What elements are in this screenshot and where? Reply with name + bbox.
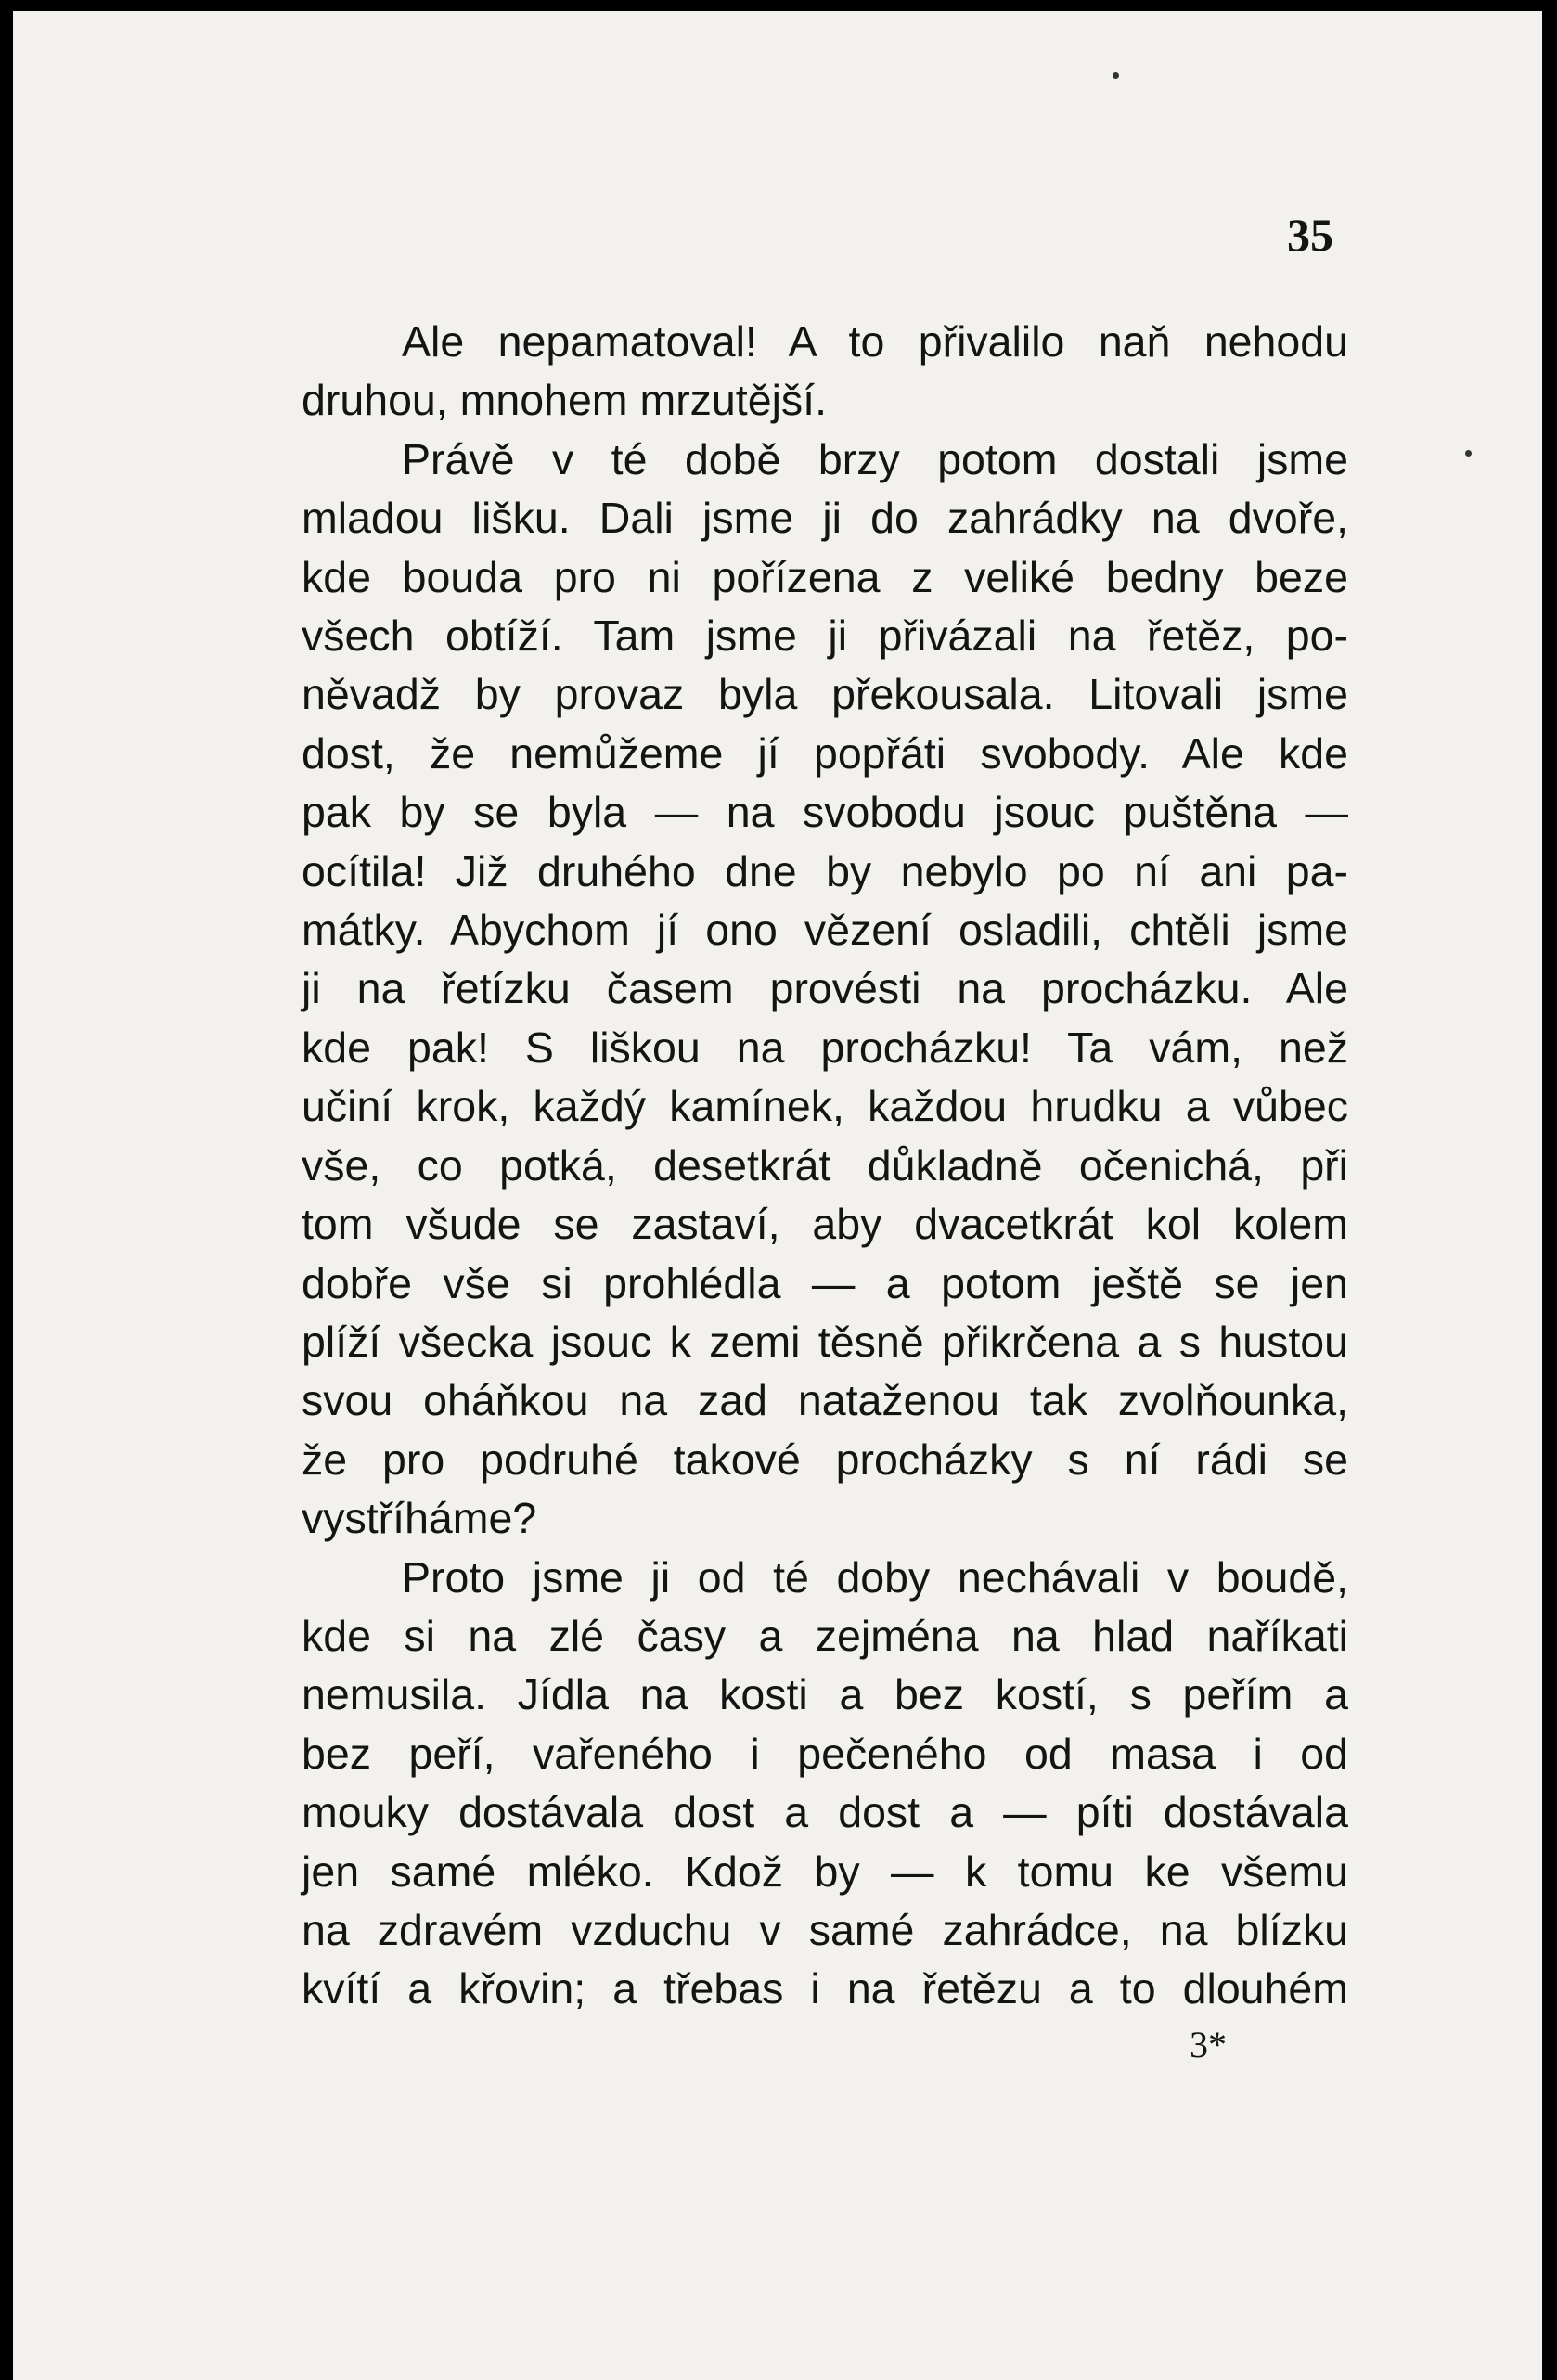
text-line: že pro podruhé takové procházky s ní rádi se [302,1434,1348,1484]
text-line: kde bouda pro ni pořízena z veliké bedny beze [302,552,1348,601]
text-line: nemusila. Jídla na kosti a bez kostí, s peřím a [302,1670,1348,1719]
text-line: pak by se byla — na svobodu jsouc puštěna — [302,788,1348,837]
text-line: Právě v té době brzy potom dostali jsme [402,434,1348,483]
text-line: vše, co potká, desetkrát důkladně očenichá, při [302,1140,1348,1190]
text-line: mladou lišku. Dali jsme ji do zahrádky na dvoře, [302,494,1348,543]
text-line: druhou, mnohem mrzutější. [302,376,827,425]
text-line: jen samé mléko. Kdož by — k tomu ke všemu [302,1846,1348,1896]
page-number: 35 [1287,209,1333,261]
text-line: svou oháňkou na zad nataženou tak zvolňounka, [302,1376,1348,1425]
text-line: ocítila! Již druhého dne by nebylo po ní ani pa- [302,846,1348,895]
text-line: kde si na zlé časy a zejména na hlad naříkati [302,1611,1348,1660]
text-line: všech obtíží. Tam jsme ji přivázali na řetěz, po- [302,611,1348,661]
text-line: učiní krok, každý kamínek, každou hrudku a vůbec [302,1082,1348,1131]
print-speck [1465,450,1472,457]
text-line: Ale nepamatoval! A to přivalilo naň nehodu [402,317,1348,366]
text-line: ji na řetízku časem provésti na procházku. Ale [302,964,1348,1013]
text-line: na zdravém vzduchu v samé zahrádce, na blízku [302,1905,1348,1954]
text-line: dobře vše si prohlédla — a potom ještě se jen [302,1258,1348,1307]
text-line: dost, že nemůžeme jí popřáti svobody. Ale kde [302,728,1348,778]
text-line: bez peří, vařeného i pečeného od masa i od [302,1729,1348,1778]
signature-mark: 3* [1190,2024,1227,2065]
book-page [0,11,1550,2380]
text-line: mátky. Abychom jí ono vězení osladili, chtěli jsme [302,906,1348,955]
body-text [302,313,1348,2019]
text-line: tom všude se zastaví, aby dvacetkrát kol kolem [302,1200,1348,1249]
print-speck [1113,72,1119,79]
text-line: kvítí a křovin; a třebas i na řetězu a to dlouhém [302,1964,1348,2013]
text-line: kde pak! S liškou na procházku! Ta vám, než [302,1023,1348,1072]
text-line: vystříháme? [302,1494,537,1543]
text-line: plíží všecka jsouc k zemi těsně přikrčena a s hustou [302,1317,1348,1366]
text-line: něvadž by provaz byla překousala. Litovali jsme [302,670,1348,719]
text-line: Proto jsme ji od té doby nechávali v boudě, [402,1552,1348,1602]
text-line: mouky dostávala dost a dost a — píti dostávala [302,1788,1348,1837]
